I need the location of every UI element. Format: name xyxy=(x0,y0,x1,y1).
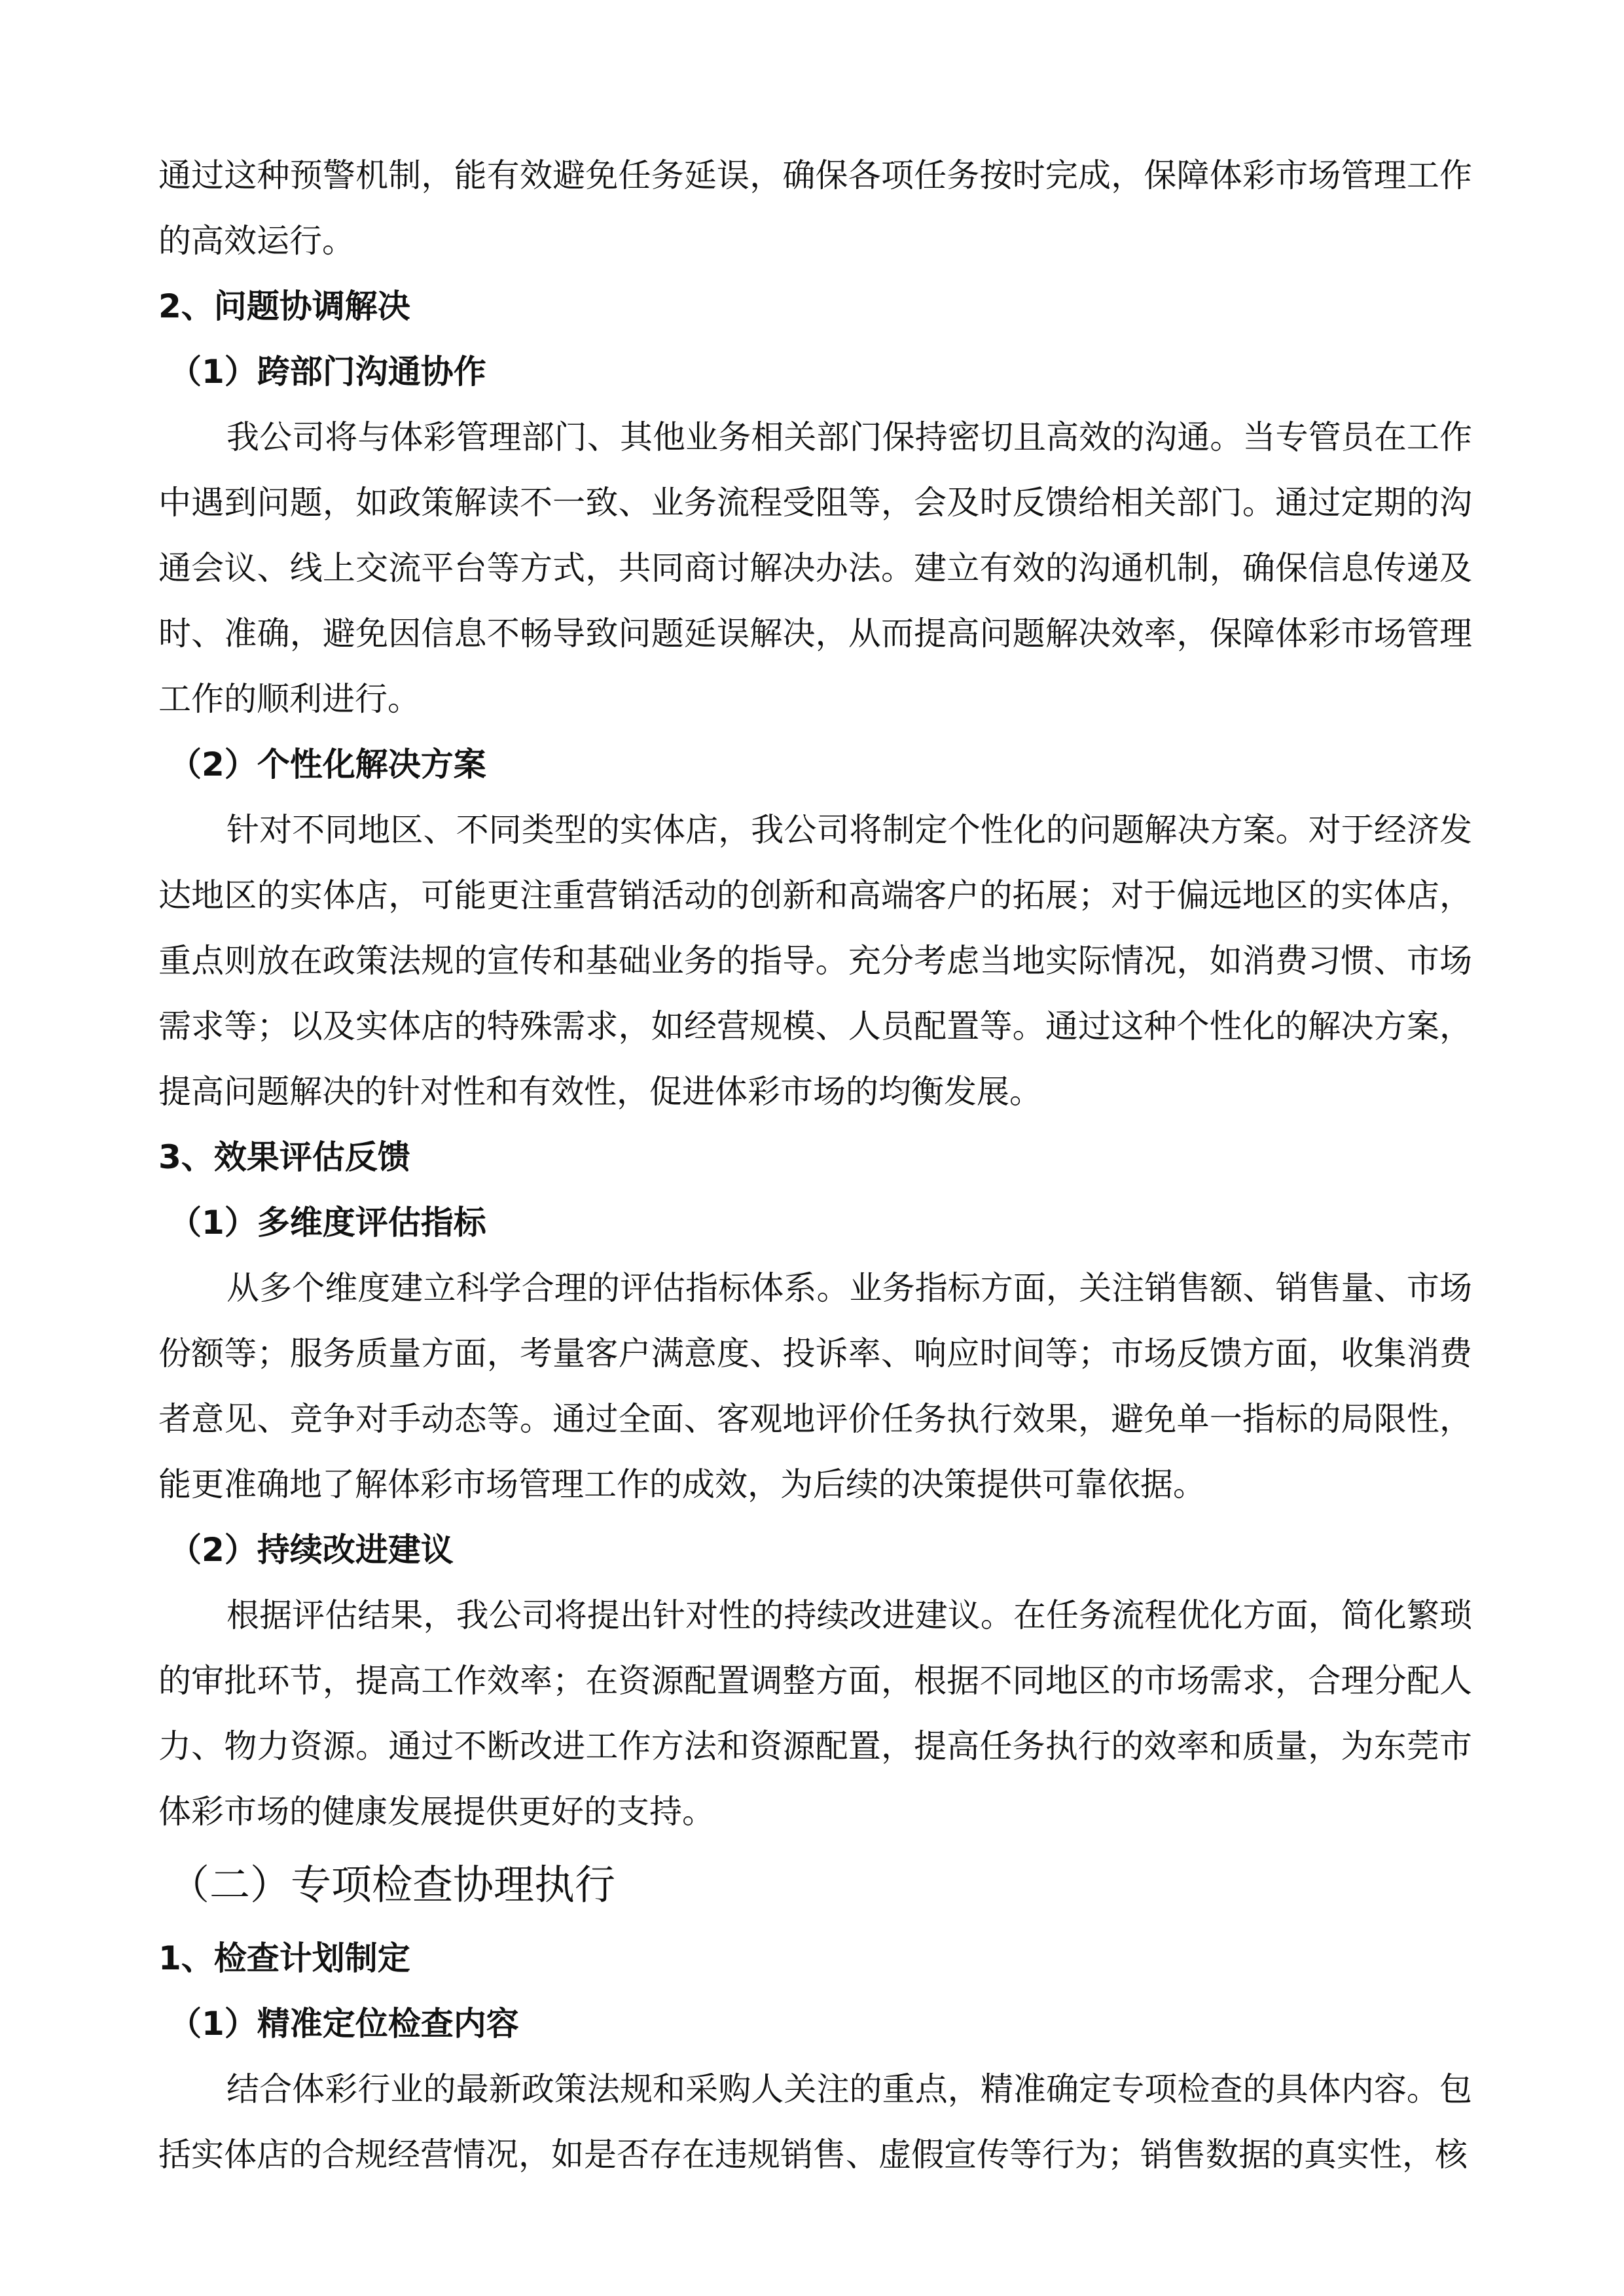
subsection-heading: （2）持续改进建议 xyxy=(169,1531,454,1569)
document-page xyxy=(158,143,1472,2187)
chapter-heading: （二）专项检查协理执行 xyxy=(169,1861,616,1909)
paragraph: 针对不同地区、不同类型的实体店，我公司将制定个性化的问题解决方案。对于经济发达地区的实体店，可能更注重营销活动的创新和高端客户的拓展；对于偏远地区的实体店，重点则放在政策法规的宣传和基础业务的指导。充分考虑当地实际情况，如消费习惯、市场需求等；以及实体店的特殊需求，如经营规模、人员配置等。通过这种个性化的解决方案，提高问题解决的针对性和有效性，促进体彩市场的均衡发展。 xyxy=(158,811,1472,1111)
section-heading: 2、问题协调解决 xyxy=(158,287,410,325)
section-heading: 1、检查计划制定 xyxy=(158,1939,410,1977)
paragraph: 通过这种预警机制，能有效避免任务延误，确保各项任务按时完成，保障体彩市场管理工作的高效运行。 xyxy=(158,156,1472,260)
paragraph: 从多个维度建立科学合理的评估指标体系。业务指标方面，关注销售额、销售量、市场份额等；服务质量方面，考量客户满意度、投诉率、响应时间等；市场反馈方面，收集消费者意见、竞争对手动态等。通过全面、客观地评价任务执行效果，避免单一指标的局限性，能更准确地了解体彩市场管理工作的成效，为后续的决策提供可靠依据。 xyxy=(158,1269,1472,1503)
subsection-heading: （1）跨部门沟通协作 xyxy=(169,353,486,391)
subsection-heading: （1）多维度评估指标 xyxy=(169,1204,486,1242)
section-heading: 3、效果评估反馈 xyxy=(158,1138,410,1176)
subsection-heading: （1）精准定位检查内容 xyxy=(169,2005,519,2043)
subsection-heading: （2）个性化解决方案 xyxy=(169,745,486,783)
paragraph: 根据评估结果，我公司将提出针对性的持续改进建议。在任务流程优化方面，简化繁琐的审批环节，提高工作效率；在资源配置调整方面，根据不同地区的市场需求，合理分配人力、物力资源。通过不断改进工作方法和资源配置，提高任务执行的效率和质量，为东莞市体彩市场的健康发展提供更好的支持。 xyxy=(158,1596,1472,1831)
paragraph: 结合体彩行业的最新政策法规和采购人关注的重点，精准确定专项检查的具体内容。包括实体店的合规经营情况，如是否存在违规销售、虚假宣传等行为；销售数据的真实性，核 xyxy=(158,2070,1472,2174)
paragraph: 我公司将与体彩管理部门、其他业务相关部门保持密切且高效的沟通。当专管员在工作中遇到问题，如政策解读不一致、业务流程受阻等，会及时反馈给相关部门。通过定期的沟通会议、线上交流平台等方式，共同商讨解决办法。建立有效的沟通机制，确保信息传递及时、准确，避免因信息不畅导致问题延误解决，从而提高问题解决效率，保障体彩市场管理工作的顺利进行。 xyxy=(158,418,1472,718)
